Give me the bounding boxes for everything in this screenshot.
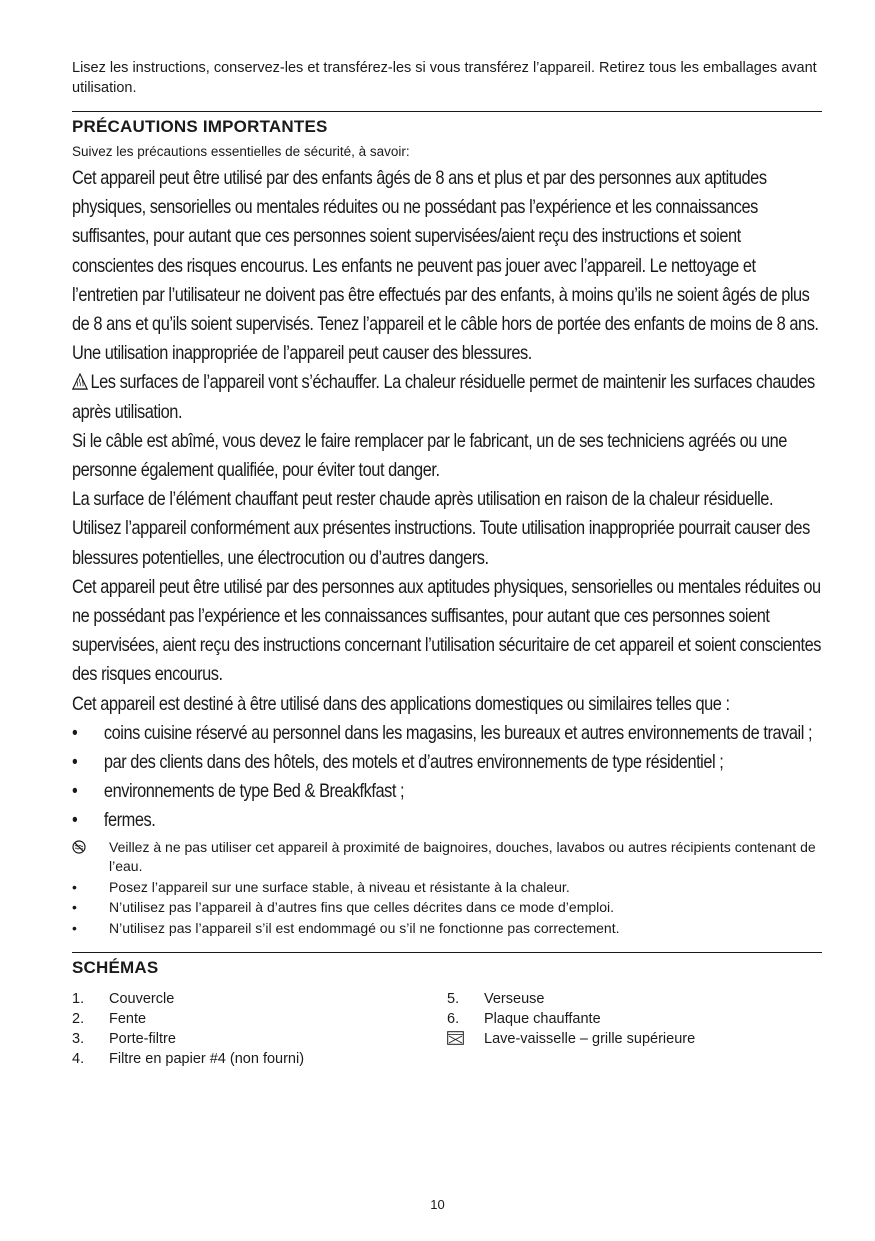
bullet: • [72,899,77,916]
list-item: • coins cuisine réservé au personnel dans les magasins, les bureaux et autres environnements de travail ; [72,719,822,748]
schemas-right-column [447,989,822,1069]
section-divider [72,111,822,112]
list-item: • N’utilisez pas l’appareil s’il est endommagé ou s’il ne fonctionne pas correctement. [72,919,822,939]
intro-text: Lisez les instructions, conservez-les et transférez-les si vous transférez l’appareil. Retirez tous les emballages avant utilisation. [72,60,817,96]
bullet: • [72,721,78,744]
hot-surface-text: Les surfaces de l’appareil vont s’échauffer. La chaleur résiduelle permet de maintenir les surfaces chaudes après utilisation. [72,371,815,423]
precautions-subtitle: Suivez les précautions essentielles de sécurité, à savoir: [72,144,410,159]
list-item: 4. Filtre en papier #4 (non fourni) [72,1051,305,1068]
bullet: • [72,878,77,895]
paragraph: La surface de l’élément chauffant peut rester chaude après utilisation en raison de la chaleur résiduelle. [72,488,774,511]
list-item: 5. Verseuse [447,991,545,1008]
list-item: Veillez à ne pas utiliser cet appareil à proximité de baignoires, douches, lavabos ou autres récipients contenant de l’eau. [72,838,822,877]
bullet: • [72,919,77,936]
precautions-title: PRÉCAUTIONS IMPORTANTES [72,117,328,136]
list-item: • fermes. [72,806,822,835]
hot-surface-warning-icon [72,373,88,390]
bullet: • [72,780,78,803]
no-water-icon [72,840,86,854]
precautions-body [72,164,822,836]
hot-surface-warning [72,368,822,426]
schemas-left-column [72,989,447,1069]
paragraph: Cet appareil peut être utilisé par des personnes aux aptitudes physiques, sensorielles ou mentales réduites ou ne possédant pas l’expérience et les connaissances suffisantes, pour autant que ces personnes soient supervisées, aient reçu des instructions concernant l’utilisation sécuritaire de cet appareil et soient conscientes des risques encourus. [72,575,822,686]
list-item: • N’utilisez pas l’appareil à d’autres fins que celles décrites dans ce mode d’emploi. [72,898,822,918]
bullet: • [72,751,78,774]
small-precautions [72,838,822,939]
manual-page [72,58,822,1069]
list-item: 2. Fente [72,1011,147,1028]
dishwasher-top-rack-icon [447,1031,464,1045]
page-number: 10 [430,1197,445,1212]
list-item: • par des clients dans des hôtels, des motels et d’autres environnements de type résidentiel ; [72,748,822,777]
paragraph: Cet appareil est destiné à être utilisé dans des applications domestiques ou similaires telles que : [72,692,730,715]
section-divider [72,952,822,953]
list-item: • environnements de type Bed & Breakfkfast ; [72,777,822,806]
dishwasher-label: Lave-vaisselle – grille supérieure [484,1031,696,1048]
list-item: • Posez l’appareil sur une surface stable, à niveau et résistante à la chaleur. [72,878,822,898]
list-item [447,1029,822,1049]
paragraph: Si le câble est abîmé, vous devez le faire remplacer par le fabricant, un de ses techniciens agréés ou une personne également qualifiée, pour éviter tout danger. [72,429,787,482]
bullet: • [72,809,78,832]
schemas-list [72,989,822,1069]
paragraph: Une utilisation inappropriée de l’appareil peut causer des blessures. [72,342,532,365]
list-item: 1. Couvercle [72,991,175,1008]
paragraph: Utilisez l’appareil conformément aux présentes instructions. Toute utilisation inappropriée pourrait causer des blessures potentielles, une électrocution ou d’autres dangers. [72,517,810,569]
paragraph: Cet appareil peut être utilisé par des enfants âgés de 8 ans et plus et par des personnes aux aptitudes physiques, sensorielles ou mentales réduites ou ne possédant pas l’expérience et les connaissances suffisantes, pour autant que ces personnes soient supervisées/aient reçu des instructions et soient conscientes des risques encourus. Les enfants ne peuvent pas jouer avec l’appareil. Le nettoyage et l’entretien par l’utilisateur ne doivent pas être effectués par des enfants, à moins qu’ils ne soient âgés de plus de 8 ans et qu’ils soient supervisés. Tenez l’appareil et le câble hors de portée des enfants de moins de 8 ans. [72,167,819,336]
list-item: 6. Plaque chauffante [447,1011,601,1028]
list-item: 3. Porte-filtre [72,1031,176,1048]
schemas-title: SCHÉMAS [72,958,159,978]
